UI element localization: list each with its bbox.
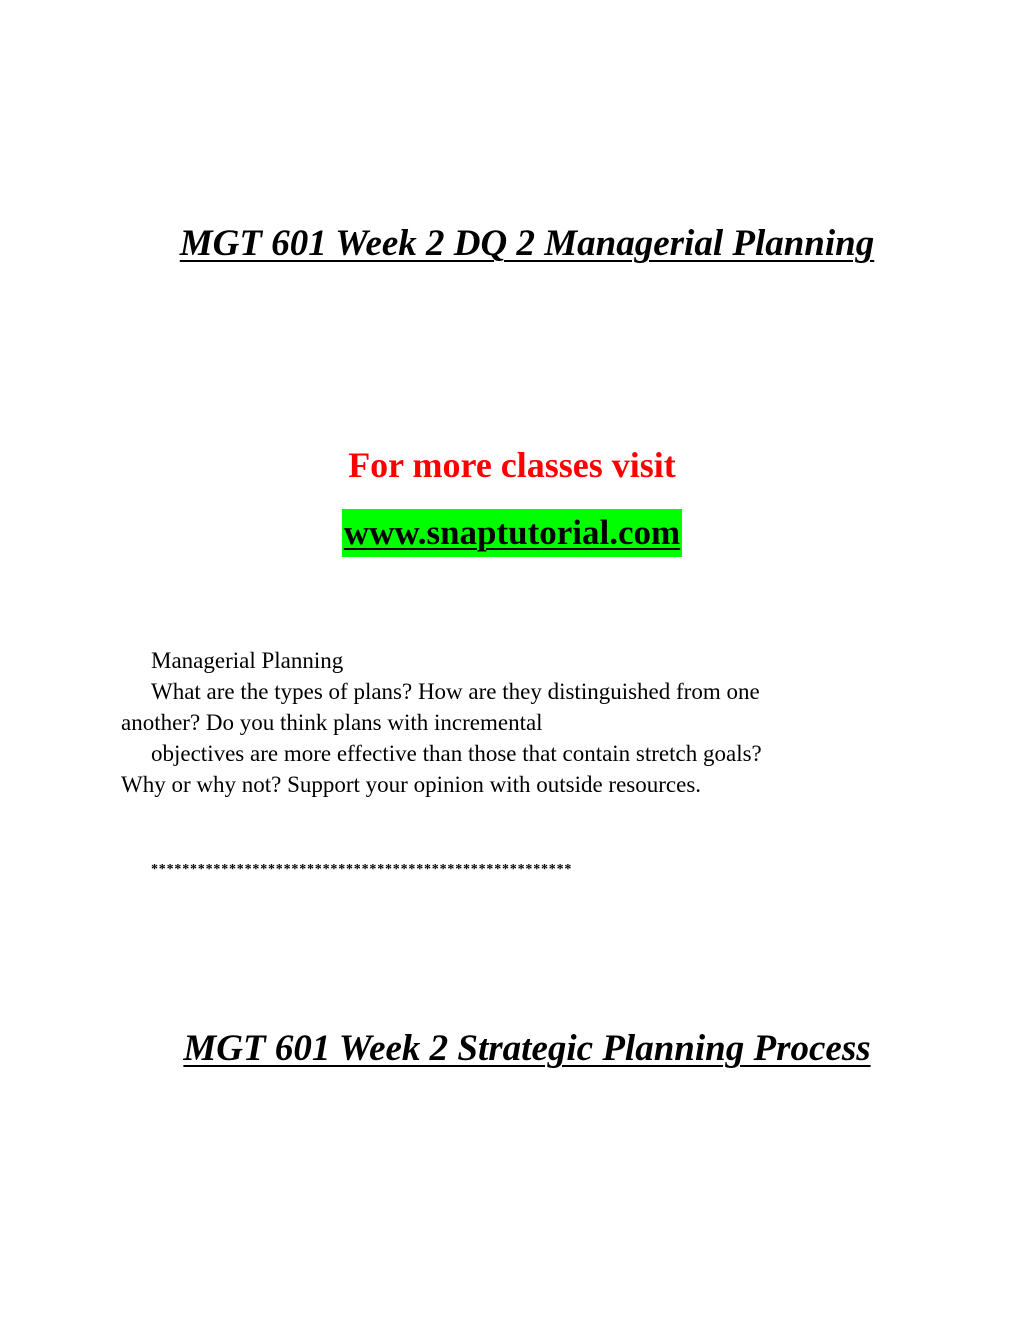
promo-text: For more classes visit (348, 445, 676, 485)
body-line: What are the types of plans? How are they distinguished from one (151, 679, 760, 704)
body-line-topic: Managerial Planning (151, 648, 344, 673)
next-section-title: MGT 601 Week 2 Strategic Planning Process (183, 1028, 871, 1069)
body-line: Why or why not? Support your opinion with outside resources. (121, 772, 702, 797)
body-line: objectives are more effective than those that contain stretch goals? (151, 741, 762, 766)
website-link-container (0, 509, 1024, 557)
question-body (121, 645, 881, 800)
body-line: another? Do you think plans with incremental (121, 710, 543, 735)
separator-stars: ****************************************************** (151, 862, 573, 877)
document-title: MGT 601 Week 2 DQ 2 Managerial Planning (179, 223, 875, 264)
website-link[interactable]: www.snaptutorial.com (342, 509, 682, 557)
